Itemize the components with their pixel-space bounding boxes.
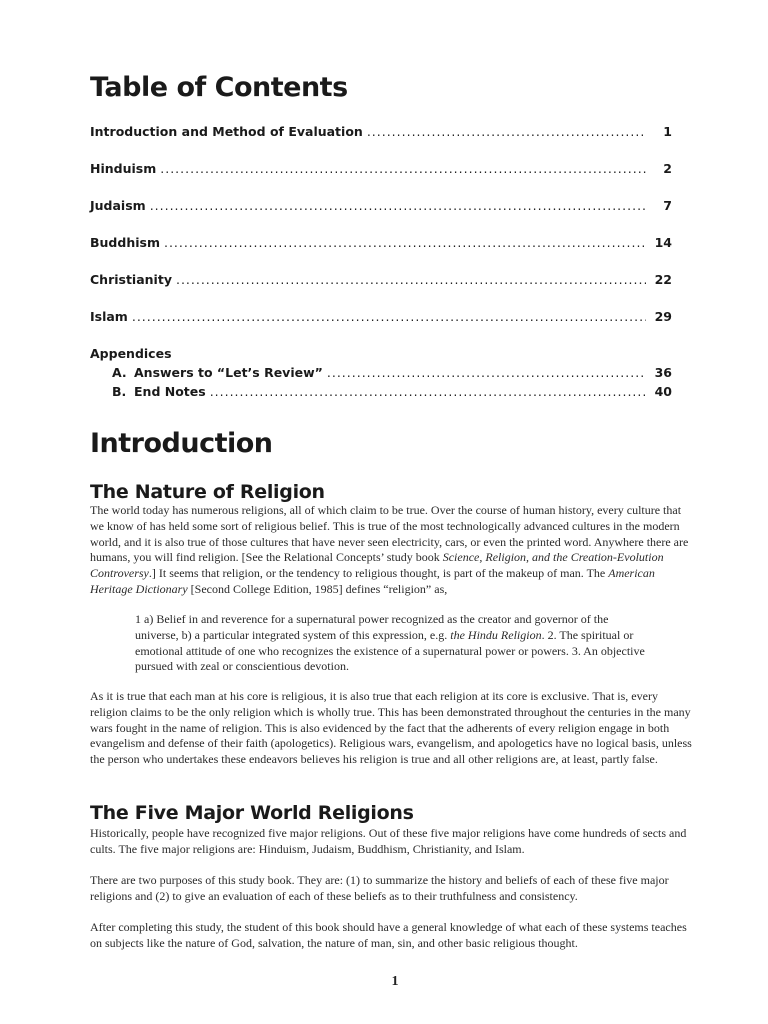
book-title: Science, Religion, and the Creation-Evolution Controversy	[90, 550, 664, 581]
toc-title: Table of Contents	[90, 72, 348, 103]
toc-entry	[90, 198, 672, 213]
toc-leader	[176, 272, 646, 287]
document-page	[90, 0, 692, 1024]
toc-appendix-letter: A.	[112, 365, 127, 380]
toc-entry-page: 29	[654, 309, 672, 324]
toc-entry-label: End Notes	[134, 384, 206, 399]
toc-appendix-entry	[112, 365, 672, 380]
section-heading-five-religions: The Five Major World Religions	[90, 802, 414, 824]
paragraph-nature-1: The world today has numerous religions, all of which claim to be true. Over the course of human history, every culture that we know of has held some sort of religious belief. This is true of the most technologically advanced cultures in the modern world, and it is also true of those cultures that have never seen electricity, cars, or even the printed word. Anywhere there are humans, you will find religion. [See the Relational Concepts’ study book Science, Religion, and the Creation-Evolution Controversy.] It seems that religion, or the tendency to religious thought, is part of the makeup of man. The American Heritage Dictionary [Second College Edition, 1985] defines “religion” as,	[90, 503, 689, 596]
toc-entry-label: Judaism	[90, 198, 146, 213]
toc-entry	[90, 161, 672, 176]
paragraph-five-2: There are two purposes of this study book. They are: (1) to summarize the history and beliefs of each of these five major religions and (2) to give an evaluation of each of these beliefs as to their truthfulness and consistency.	[90, 873, 669, 903]
toc-entry-label: Islam	[90, 309, 128, 324]
toc-entry-label: Introduction and Method of Evaluation	[90, 124, 363, 139]
toc-entry	[90, 235, 672, 250]
toc-entry-label: Hinduism	[90, 161, 157, 176]
section-heading-nature: The Nature of Religion	[90, 481, 325, 503]
quote-example: the Hindu Religion	[450, 627, 542, 642]
dictionary-title: American Heritage Dictionary	[90, 566, 655, 596]
toc-entry	[90, 124, 672, 139]
toc-appendix-letter: B.	[112, 384, 127, 399]
toc-leader	[327, 365, 646, 380]
toc-leader	[164, 235, 646, 250]
paragraph-nature-2: As it is true that each man at his core is religious, it is also true that each religion at its core is exclusive. That is, every religion claims to be the only religion which is wholly true. This has been demonstrated throughout the centuries in the many wars fought in the name of religion. This is also evidenced by the fact that the adherents of every religion engage in both evangelism and defense of their faith (apologetics). Religious wars, evangelism, and apologetics have no logical basis, unless the person who undertakes these endeavors believes his religion is true and all other religions are, at least, partly false.	[90, 689, 692, 767]
toc-entry-page: 22	[654, 272, 672, 287]
paragraph-five-1: Historically, people have recognized five major religions. Out of these five major religions have come hundreds of sects and cults. The five major religions are: Hinduism, Judaism, Buddhism, Christianity, and Islam.	[90, 826, 687, 856]
toc-entry	[90, 309, 672, 324]
toc-entry-page: 1	[663, 124, 672, 139]
toc-entry-page: 36	[654, 365, 672, 380]
toc-entry-page: 40	[654, 384, 672, 399]
paragraph-five-3: After completing this study, the student of this book should have a general knowledge of what each of these systems teaches on subjects like the nature of God, salvation, the nature of man, sin, and other basic religious thought.	[90, 920, 687, 950]
toc-entry-label: Answers to “Let’s Review”	[134, 365, 323, 380]
toc-entry-page: 2	[663, 161, 672, 176]
toc-entry-label: Buddhism	[90, 235, 160, 250]
toc-appendices-heading: Appendices	[90, 346, 172, 361]
toc-leader	[160, 161, 646, 176]
toc-entry-label: Christianity	[90, 272, 172, 287]
toc-leader	[132, 309, 646, 324]
toc-entry-page: 14	[654, 235, 672, 250]
toc-leader	[367, 124, 646, 139]
intro-title: Introduction	[90, 428, 273, 459]
toc-entry	[90, 272, 672, 287]
toc-appendix-entry	[112, 384, 672, 399]
toc-entry-page: 7	[663, 198, 672, 213]
toc-leader	[150, 198, 646, 213]
page-number: 1	[391, 974, 399, 989]
toc-leader	[210, 384, 646, 399]
definition-quote: 1 a) Belief in and reverence for a supernatural power recognized as the creator and governor of the universe, b) a particular integrated system of this expression, e.g. the Hindu Religion. 2. The spiritual or emotional attitude of one who recognizes the existence of a supernatural power or powers. 3. An objective pursued with zeal or conscientious devotion.	[135, 612, 645, 674]
